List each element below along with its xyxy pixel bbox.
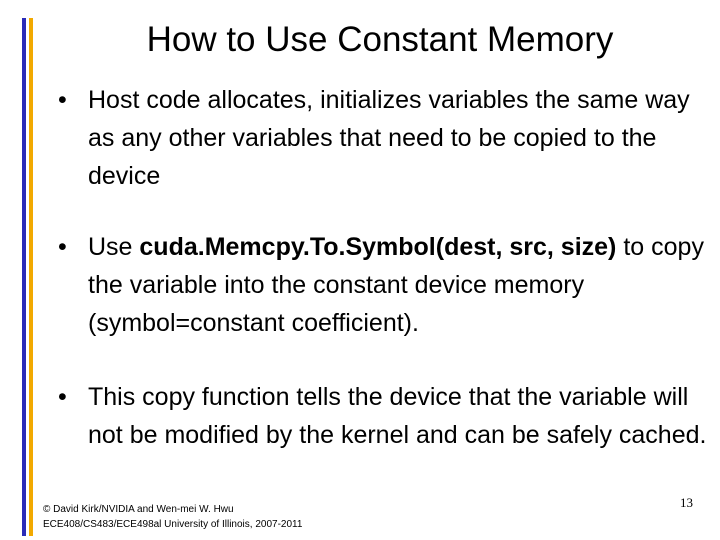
left-accent-bar-gold [29,18,33,536]
bullet-text: This copy function tells the device that the variable will not be modified by the kernel and can be safely cached. [88,383,707,449]
left-accent-bar-blue [22,18,26,536]
bullet-item [58,228,708,342]
bullet-marker: • [58,86,67,114]
bullet-text: Host code allocates, initializes variables the same way as any other variables that need to be copied to the device [88,86,690,190]
bullet-text [88,228,708,342]
page-number: 13 [680,495,693,510]
bullet-text-suffix: to copy the variable into the constant device memory (symbol=constant coefficient). [88,233,704,337]
bullet-marker: • [58,233,67,261]
footer-credits [43,502,302,532]
bullet-item [58,378,708,454]
footer-line: © David Kirk/NVIDIA and Wen-mei W. Hwu [43,504,234,515]
bullet-text-prefix: Use [88,233,140,261]
slide-title: How to Use Constant Memory [146,20,614,59]
bullet-marker: • [58,383,67,411]
code-function-name: cuda.Memcpy.To.Symbol(dest, src, size) [139,233,617,261]
footer-line: ECE408/CS483/ECE498al University of Illinois, 2007-2011 [43,519,303,530]
bullet-item [58,81,708,195]
